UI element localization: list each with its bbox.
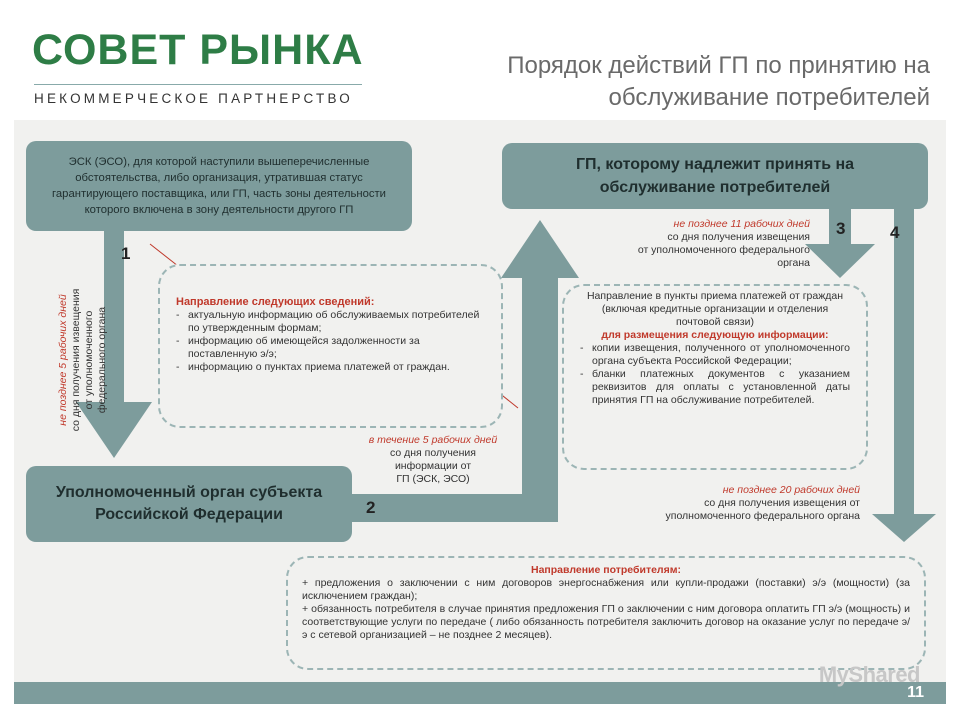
page-number: 11 (907, 684, 924, 701)
info-box (158, 264, 503, 428)
payments-box-purpose-suffix: следующую информации: (691, 329, 829, 341)
info-box-item: - актуальную информацию об обслуживаемых потребителей по утвержденным формам; (176, 309, 485, 335)
step2-deadline-line3: информации от (394, 460, 472, 472)
payments-box-intro: Направление в пункты приема платежей от граждан (включая кредитные организации и отделения почтовой связи) (586, 290, 844, 328)
consumers-box-item: + предложения о заключении с ним договоров энергоснабжения или купли-продажи (поставки) э/э (мощности) (за исключением граждан); (302, 577, 910, 602)
step4-deadline-line3: уполномоченного федерального органа (665, 510, 860, 522)
step4-deadline (604, 484, 860, 523)
info-box-item: - информацию о пунктах приема платежей от граждан. (176, 361, 485, 374)
box-guaranteeing-supplier: ГП, которому надлежит принять на обслуживание потребителей (502, 143, 928, 209)
step2-deadline (348, 434, 518, 486)
step3-deadline (588, 218, 810, 270)
step3-deadline-line4: органа (777, 257, 810, 269)
slide-title-line1: Порядок действий ГП по принятию на (507, 52, 930, 79)
box-authorized-body: Уполномоченный орган субъекта Российской Федерации (26, 466, 352, 542)
consumers-box-heading: Направление потребителям: (531, 564, 681, 576)
step4-deadline-red: не позднее 20 рабочих дней (722, 484, 860, 496)
step3-deadline-red: не позднее 11 рабочих дней (673, 218, 810, 230)
footer-bar (14, 682, 946, 704)
arrow-step4 (872, 209, 936, 542)
step-number-3: 3 (836, 219, 846, 238)
step-number-1: 1 (121, 244, 131, 263)
consumers-box (286, 556, 926, 670)
step1-deadline-red: не позднее 5 рабочих дней (57, 294, 69, 426)
step1-deadline-line2: со дня получения извещения (70, 288, 82, 432)
info-box-item: - информацию об имеющейся задолженности за поставленную э/э; (176, 335, 485, 361)
step2-deadline-red: в течение 5 рабочих дней (368, 434, 498, 446)
step3-deadline-line2: со дня получения извещения (667, 231, 810, 243)
info-box-list (176, 309, 485, 374)
logo-title: СОВЕТ РЫНКА (32, 26, 364, 74)
leader-line-1 (150, 244, 178, 266)
info-box-heading: Направление следующих сведений: (176, 296, 375, 308)
step2-deadline-line2: со дня получения (390, 447, 476, 459)
logo-subtitle: НЕКОММЕРЧЕСКОЕ ПАРТНЕРСТВО (34, 91, 353, 106)
step-number-4: 4 (890, 223, 900, 242)
watermark-logo: MyShared (818, 662, 920, 687)
payments-box-item: - копии извещения, полученного от уполномоченного органа субъекта Российской Федерации; (580, 342, 850, 368)
box-esk-eso: ЭСК (ЭСО), для которой наступили вышеперечисленные обстоятельства, либо организация, утратившая статус гарантирующего поставщика, или ГП, часть зоны деятельности которого включена в зону деятельности другого ГП (26, 141, 412, 231)
payments-box-purpose (580, 329, 850, 342)
step4-deadline-line2: со дня получения извещения от (704, 497, 860, 509)
slide-title-line2: обслуживание потребителей (608, 84, 930, 111)
payments-box-list (580, 342, 850, 407)
step-number-2: 2 (366, 498, 376, 517)
payments-box (562, 284, 868, 470)
step1-deadline (57, 275, 117, 445)
payments-box-purpose-prefix: для размещения (601, 329, 689, 341)
consumers-box-item: + обязанность потребителя в случае принятия предложения ГП о заключении с ним договора оплатить ГП э/э (мощность) и соответствующие услуги по передаче ( либо обязанность потребителя заключить договор на оказание услуг по передаче э/э с сетевой организацией – не позднее 2 месяцев). (302, 603, 910, 641)
step1-deadline-line4: федерального органа (96, 306, 108, 414)
payments-box-item: - бланки платежных документов с указанием реквизитов для оплаты с установленной даты принятия ГП на обслуживание потребителей. (580, 368, 850, 407)
step3-deadline-line3: от уполномоченного федерального (637, 244, 810, 256)
step1-deadline-line3: от уполномоченного (83, 310, 95, 410)
step2-deadline-line4: ГП (ЭСК, ЭСО) (396, 473, 470, 485)
